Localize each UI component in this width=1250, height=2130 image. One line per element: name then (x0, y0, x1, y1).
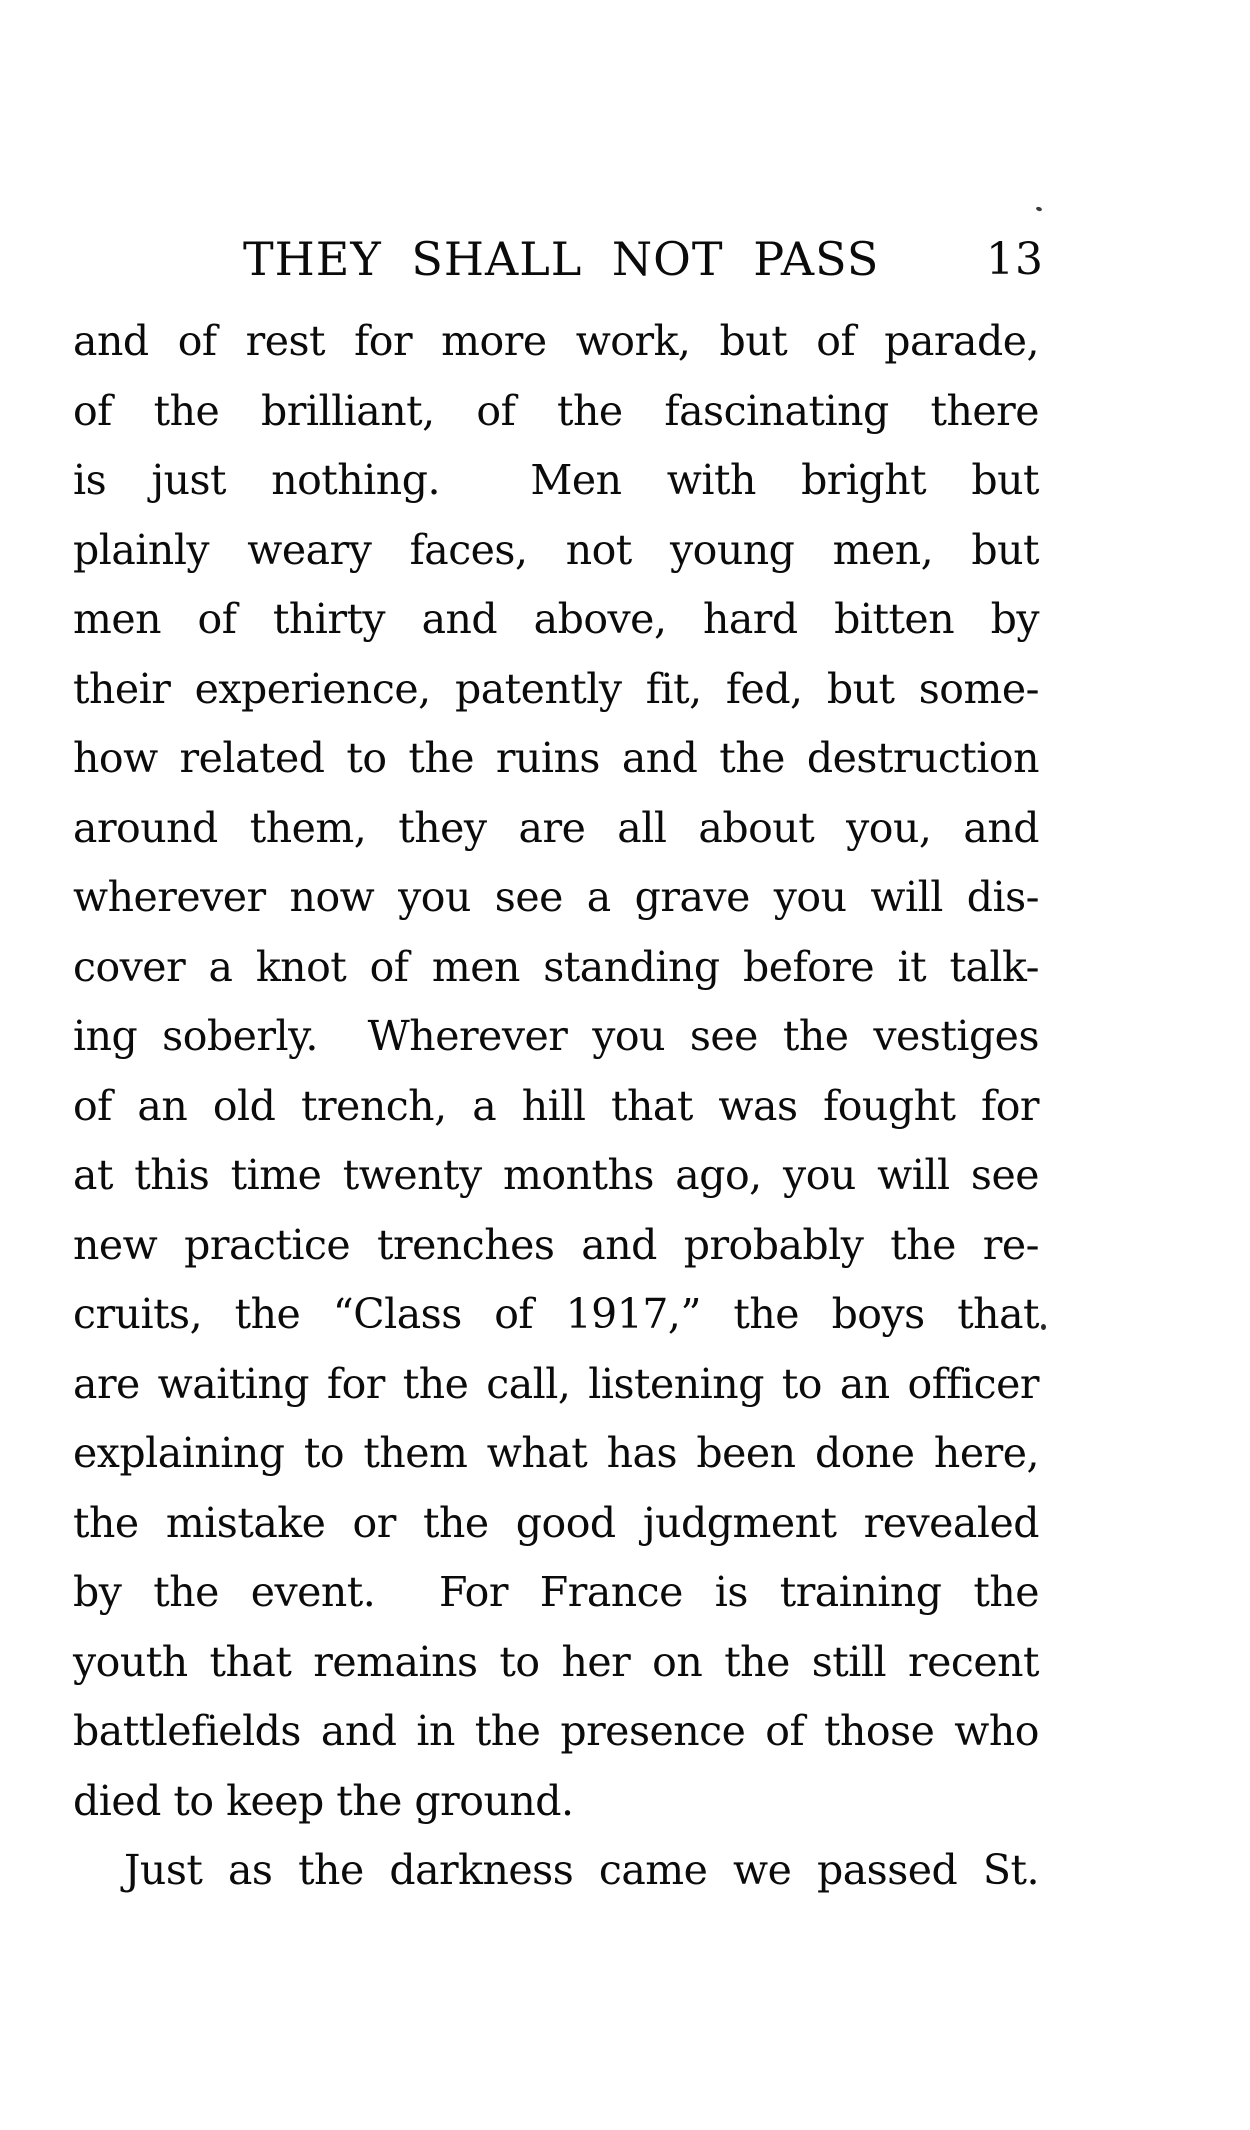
scan-speck-after-line-15 (1041, 1324, 1046, 1330)
paragraph-2 (73, 1836, 1039, 1906)
text-line: cover a knot of men standing before it talk- (73, 942, 1039, 991)
text-line: at this time twenty months ago, you will see (73, 1151, 1039, 1199)
text-line: the mistake or the good judgment revealed (73, 1498, 1039, 1547)
page-number: 13 (986, 234, 1044, 285)
text-line: their experience, patently fit, fed, but some- (73, 664, 1039, 713)
text-line: Just as the darkness came we passed St. (124, 1846, 1039, 1894)
text-line: of the brilliant, of the fascinating there (73, 386, 1039, 435)
text-line: youth that remains to her on the still recent (73, 1637, 1039, 1686)
text-line: died to keep the ground. (73, 1776, 574, 1825)
text-line: cruits, the “Class of 1917,” the boys that (73, 1290, 1039, 1338)
text-line: is just nothing. Men with bright but (73, 456, 1039, 504)
text-line: around them, they are all about you, and (73, 803, 1039, 852)
text-line: new practice trenches and probably the re- (73, 1220, 1039, 1269)
text-line: battlefields and in the presence of those who (73, 1707, 1039, 1755)
body-text (73, 307, 1039, 1906)
text-line: by the event. For France is training the (73, 1568, 1039, 1616)
text-line: ing soberly. Wherever you see the vestiges (73, 1012, 1039, 1060)
page-title: THEY SHALL NOT PASS (243, 232, 880, 286)
text-line: men of thirty and above, hard bitten by (73, 595, 1039, 643)
scan-speck-top-right (1035, 206, 1042, 212)
text-line: wherever now you see a grave you will dis- (73, 873, 1039, 921)
text-line: explaining to them what has been done here, (73, 1429, 1039, 1477)
text-line: how related to the ruins and the destruction (73, 734, 1039, 782)
text-line: of an old trench, a hill that was fought for (73, 1081, 1039, 1130)
text-line: plainly weary faces, not young men, but (73, 525, 1039, 574)
text-line: and of rest for more work, but of parade, (73, 317, 1039, 365)
text-line: are waiting for the call, listening to an officer (73, 1359, 1039, 1408)
paragraph-1 (73, 307, 1039, 1836)
running-header (0, 232, 1250, 286)
